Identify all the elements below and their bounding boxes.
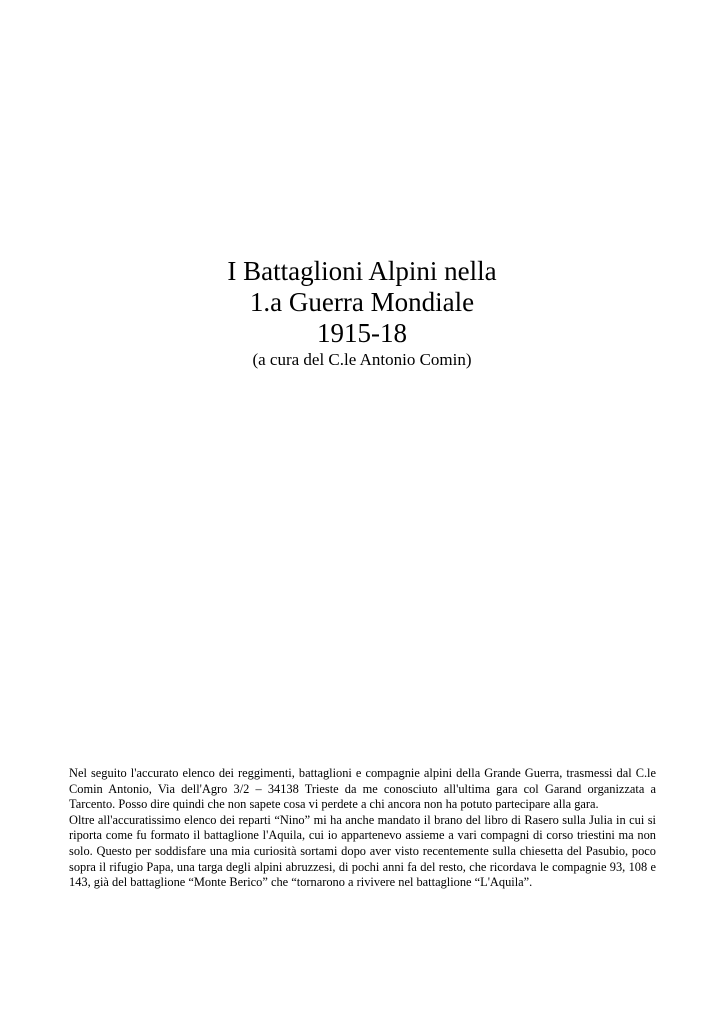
body-paragraph-1: Nel seguito l'accurato elenco dei reggimenti, battaglioni e compagnie alpini della Grande Guerra, trasmessi dal C.le Comin Antonio, Via dell'Agro 3/2 – 34138 Trieste da me conosciuto all'ultima gara col Garand organizzata a Tarcento. Posso dire quindi che non sapete cosa vi perdete a chi ancora non ha potuto partecipare alla gara. bbox=[69, 766, 656, 812]
document-title-line-3: 1915-18 bbox=[317, 318, 407, 348]
document-title-line-2: 1.a Guerra Mondiale bbox=[249, 287, 475, 317]
title-block bbox=[0, 256, 724, 371]
body-paragraph-2: Oltre all'accuratissimo elenco dei reparti “Nino” mi ha anche mandato il brano del libro di Rasero sulla Julia in cui si riporta come fu formato il battaglione l'Aquila, cui io appartenevo assieme a vari compagni di corso triestini ma non solo. Questo per soddisfare una mia curiosità sortami dopo aver visto recentemente sulla chiesetta del Pasubio, poco sopra il rifugio Papa, una targa degli alpini abruzzesi, di pochi anni fa del resto, che ricordava le compagnie 93, 108 e 143, già del battaglione “Monte Berico” che “tornarono a rivivere nel battaglione “L'Aquila”. bbox=[69, 812, 656, 890]
document-title-line-1: I Battaglioni Alpini nella bbox=[227, 256, 497, 286]
body-text bbox=[69, 766, 656, 891]
document-subtitle: (a cura del C.le Antonio Comin) bbox=[252, 350, 472, 369]
